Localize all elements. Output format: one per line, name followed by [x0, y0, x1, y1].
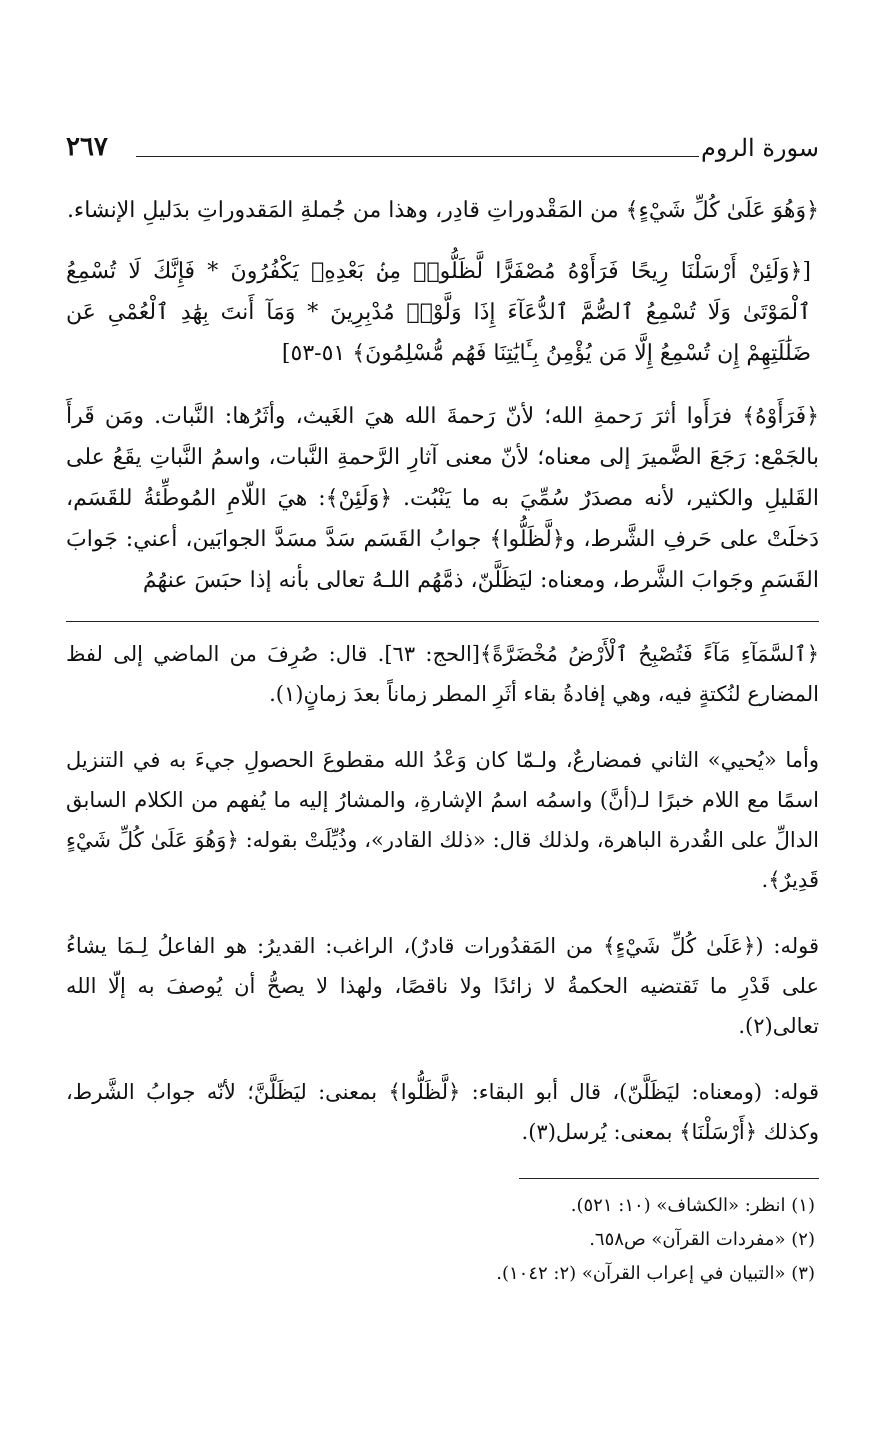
annotation-paragraph-3: قوله: (﴿عَلَىٰ كُلِّ شَيْءٍ﴾ من المَقدُورات قادرٌ)، الراغب: القديرُ: هو الفاعلُ لِـمَا يشاءُ على قَدْرِ ما تَقتضيه الحكمةُ لا زائدًا ولا ناقصًا، ولهذا لا يصحُّ أن يُوصفَ به إلّا الله تعالى(٢).	[66, 934, 819, 1038]
header-rule	[136, 156, 699, 157]
book-page	[66, 128, 819, 1291]
footnote-3: (٣) «التبيان في إعراب القرآن» (٢: ١٠٤٢).	[496, 1263, 815, 1284]
quran-verse-block: [﴿وَلَئِنْ أَرْسَلْنَا رِيحًا فَرَأَوْهُ مُصْفَرًّا لَّظَلُّوا۟ مِنۢ بَعْدِهِۦ يَكْفُرُونَ * فَإِنَّكَ لَا تُسْمِعُ ٱلْمَوْتَىٰ وَلَا تُسْمِعُ ٱلصُّمَّ ٱلدُّعَآءَ إِذَا وَلَّوْا۟ مُدْبِرِينَ * وَمَآ أَنتَ بِهَٰدِ ٱلْعُمْىِ عَن ضَلَٰلَتِهِمْ إِن تُسْمِعُ إِلَّا مَن يُؤْمِنُ بِـَٔايَٰتِنَا فَهُم مُّسْلِمُونَ﴾ ٥١-٥٣]	[66, 259, 811, 366]
footnotes	[66, 1189, 819, 1291]
annotation-paragraph-4: قوله: (ومعناه: ليَظَلَّنّ)، قال أبو البقاء: ﴿لَّظَلُّوا﴾ بمعنى: ليَظَلَّنَّ؛ لأنّه جوابُ الشَّرط، وكذلك ﴿أَرْسَلْنَا﴾ بمعنى: يُرسل(٣).	[66, 1080, 819, 1144]
annotation-paragraph-2: وأما «يُحيي» الثاني فمضارعٌ، ولـمّا كان وَعْدُ الله مقطوعَ الحصولِ جيءَ به في التنزيل اسمًا مع اللام خبرًا لـ(أنَّ) واسمُه اسمُ الإشارةِ، والمشارُ إليه ما يُفهم من الكلام السابق الدالِّ على القُدرة الباهرة، ولذلك قال: «ذلك القادر»، وذُيِّلَتْ بقوله: ﴿وَهُوَ عَلَىٰ كُلِّ شَيْءٍ قَدِيرٌ﴾.	[66, 748, 819, 892]
commentary-paragraph-2: ﴿فَرَأَوْهُ﴾ فرَأَوا أثرَ رَحمةِ الله؛ لأنّ رَحمةَ الله هيَ الغَيث، وأثَرُها: النَّبات. ومَن قَرأَ بالجَمْع: رَجَعَ الضَّميرَ إلى معناه؛ لأنّ معنى آثارِ الرَّحمةِ النَّبات، واسمُ النَّباتِ يقَعُ على القَليلِ والكثير، لأنه مصدَرٌ سُمِّيَ به ما يَنْبُت. ﴿وَلَئِنْ﴾: هيَ اللّامِ المُوطِّئةُ للقَسَم، دَخلَتْ على حَرفِ الشَّرط، و﴿لَّظَلُّوا﴾ جوابُ القَسَم سَدَّ مسَدَّ الجوابَين، أعني: جَوابَ القَسَمِ وجَوابَ الشَّرط، ومعناه: ليَظَلَّنّ، ذمَّهُم اللـهُ تعالى بأنه إذا حبَسَ عنهُمُ	[66, 404, 819, 593]
page-number: ٢٦٧	[66, 132, 108, 162]
page-header	[66, 128, 819, 172]
surah-name: سورة الروم	[701, 134, 819, 162]
footnote-2: (٢) «مفردات القرآن» ص٦٥٨.	[589, 1229, 815, 1250]
section-divider	[66, 621, 819, 622]
footnote-divider	[519, 1178, 819, 1179]
commentary-paragraph-1: ﴿وَهُوَ عَلَىٰ كُلِّ شَيْءٍ﴾ من المَقْدوراتِ قادِر، وهذا من جُملةِ المَقدوراتِ بدَليلِ الإنشاء.	[66, 198, 819, 223]
annotation-paragraph-1: ﴿ٱلسَّمَآءِ مَآءً فَتُصْبِحُ ٱلْأَرْضُ مُخْضَرَّةً﴾[الحج: ٦٣]. قال: صُرِفَ من الماضي إلى لفظ المضارع لنُكتةٍ فيه، وهي إفادةُ بقاء أثَرِ المطر زماناً بعدَ زمانٍ(١).	[66, 642, 819, 706]
footnote-1: (١) انظر: «الكشاف» (١٠: ٥٢١).	[570, 1195, 815, 1216]
